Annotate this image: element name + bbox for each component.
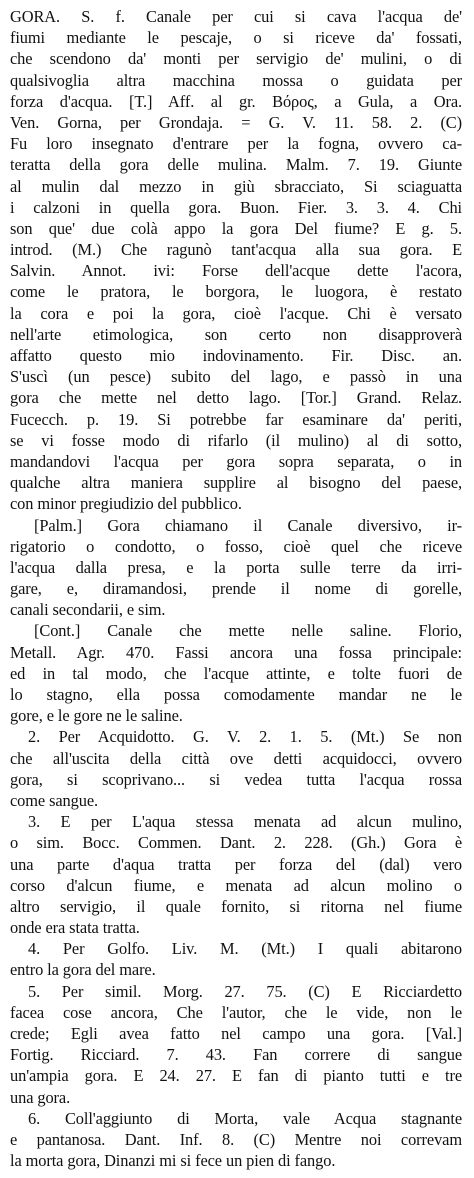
entry-line: introd. (M.) Che ragunò tant'acqua alla sua gora. E (10, 240, 462, 260)
entry-line: come sangue. (10, 790, 99, 810)
entry-line: lo stagno, ella possa comodamente mandar ne le (10, 685, 462, 704)
entry-line: GORA. S. f. Canale per cui si cava l'acqua de' (10, 7, 462, 26)
entry-line: con minor pregiudizio del pubblico. (10, 494, 242, 514)
entry-line: S'uscì (un pesce) subito del lago, e passò in una (10, 367, 462, 387)
entry-line: crede; Egli avea fatto nel campo una gora. [Val.] (10, 1024, 462, 1043)
entry-line: altro servigio, il quale fornito, si ritorna nel fiume (10, 896, 462, 916)
entry-line: Ven. Gorna, per Grondaja. = G. V. 11. 58. 2. (C) (10, 112, 462, 132)
entry-line: che scendono da' monti per servigio de' mulini, o di (10, 49, 462, 69)
entry-line: qualsivoglia altra macchina mossa o guidata per (10, 70, 462, 90)
entry-line: corso d'alcun fiume, e menata ad alcun molino o (10, 875, 462, 895)
entry-line: la cora e poi la gora, cioè l'acque. Chi è versato (10, 303, 462, 323)
entry-line: rigatorio o condotto, o fosso, cioè quel che riceve (10, 536, 462, 556)
entry-line: onde era stata tratta. (10, 918, 140, 938)
entry-line: Metall. Agr. 470. Fassi ancora una fossa principale: (10, 642, 462, 662)
entry-line: gare, e, diramandosi, prende il nome di gorelle, (10, 579, 462, 599)
entry-line: Salvin. Annot. ivi: Forse dell'acque dette l'acora, (10, 261, 462, 281)
entry-line: i calzoni in quella gora. Buon. Fier. 3. 3. 4. Chi (10, 197, 462, 217)
entry-line: teratta della gora delle mulina. Malm. 7. 19. Giunte (10, 155, 462, 175)
entry-line: una parte d'aqua tratta per forza del (dal) vero (10, 854, 462, 874)
entry-line: se vi fosse modo di rifarlo (il mulino) al di sotto, (10, 430, 462, 450)
entry-line: qualche altra maniera supplire al bisogno del paese, (10, 473, 462, 493)
entry-line: Fucecch. p. 19. Si potrebbe far esaminare da' periti, (10, 409, 462, 429)
entry-line: Fu loro insegnato d'entrare per la fogna, ovvero ca- (10, 134, 462, 154)
entry-line: forza d'acqua. [T.] Aff. al gr. Βόρος, a Gula, a Ora. (10, 91, 462, 111)
entry-line: la morta gora, Dinanzi mi si fece un pien di fango. (10, 1151, 336, 1171)
entry-line: [Palm.] Gora chiamano il Canale diversivo, ir- (34, 515, 462, 535)
entry-line: mandandovi l'acqua per gora sopra separata, o in (10, 451, 462, 471)
entry-line: come le pratora, le borgora, le luogora, è restato (10, 282, 462, 302)
entry-line: gora, si scoprivano... si vedea tutta l'acqua rossa (10, 769, 462, 789)
entry-line: 2. Per Acquidotto. G. V. 2. 1. 5. (Mt.) Se non (28, 727, 462, 747)
entry-line: affatto questo mio indovinamento. Fir. Disc. an. (10, 346, 462, 365)
entry-line: Fortig. Ricciard. 7. 43. Fan correre di sangue (10, 1045, 462, 1065)
entry-line: 4. Per Golfo. Liv. M. (Mt.) I quali abitarono (28, 939, 462, 959)
entry-line: o sim. Bocc. Commen. Dant. 2. 228. (Gh.) Gora è (10, 833, 462, 853)
entry-line: son que' due colà appo la gora Del fiume? E g. 5. (10, 218, 462, 238)
entry-line: facea cose ancora, Che l'autor, che le vide, non le (10, 1002, 462, 1022)
entry-line: e pantanosa. Dant. Inf. 8. (C) Mentre noi correvam (10, 1129, 462, 1149)
entry-line: entro la gora del mare. (10, 960, 156, 980)
entry-line: gore, e le gore ne le saline. (10, 706, 183, 726)
entry-line: al mulin dal mezzo in giù sbracciato, Si sciaguatta (10, 176, 462, 196)
entry-line: ed in tal modo, che l'acque attinte, e tolte fuori de (10, 663, 462, 683)
entry-line: [Cont.] Canale che mette nelle saline. Florio, (34, 621, 462, 641)
entry-line: nell'arte etimologica, son certo non disapproverà (10, 324, 462, 344)
entry-line: l'acqua dalla presa, e la porta sulle terre da irri- (10, 557, 462, 577)
dictionary-entry-gora (10, 6, 462, 1171)
entry-line: 3. E per L'aqua stessa menata ad alcun mulino, (28, 812, 462, 832)
entry-line: una gora. (10, 1087, 71, 1107)
entry-line: 6. Coll'aggiunto di Morta, vale Acqua stagnante (28, 1108, 462, 1128)
entry-line: che all'uscita della città ove detti acquidocci, ovvero (10, 748, 462, 768)
entry-line: un'ampia gora. E 24. 27. E fan di pianto tutti e tre (10, 1066, 462, 1086)
entry-line: gora che mette nel detto lago. [Tor.] Grand. Relaz. (10, 388, 462, 408)
entry-line: fiumi mediante le pescaje, o si riceve da' fossati, (10, 28, 462, 48)
entry-line: 5. Per simil. Morg. 27. 75. (C) E Ricciardetto (28, 981, 462, 1001)
entry-line: canali secondarii, e sim. (10, 600, 166, 620)
